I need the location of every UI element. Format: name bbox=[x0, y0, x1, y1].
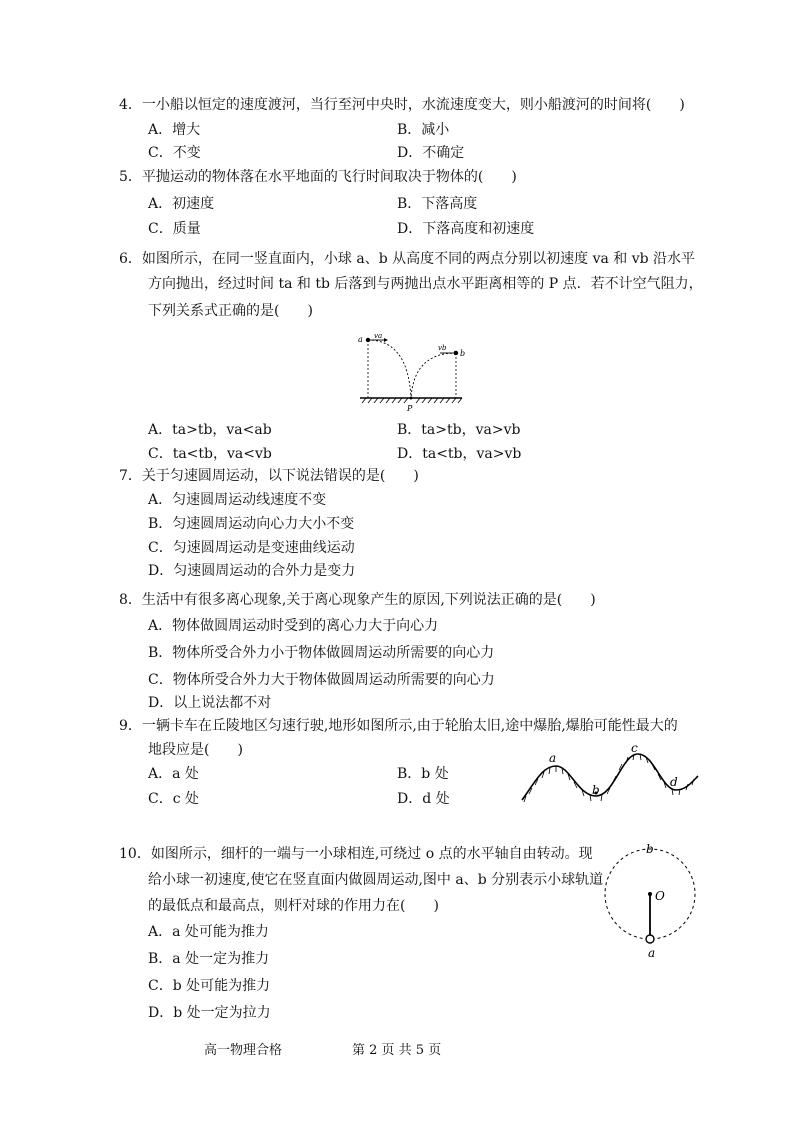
q9-option-d: D．d 处 bbox=[397, 791, 450, 807]
q10-circle-figure bbox=[602, 836, 702, 962]
va-arrowhead bbox=[384, 338, 388, 342]
q6-option-b: B．ta>tb，va>vb bbox=[397, 422, 521, 438]
q7-option-c: C．匀速圆周运动是变速曲线运动 bbox=[148, 540, 355, 556]
label-vb: vb bbox=[438, 344, 447, 352]
q4-option-d: D．不确定 bbox=[397, 145, 465, 161]
pivot-o bbox=[648, 892, 652, 896]
label-o: O bbox=[655, 889, 665, 903]
q6-stem-line-3: 下列关系式正确的是( ) bbox=[148, 303, 313, 319]
q8-option-d: D．以上说法都不对 bbox=[148, 695, 272, 711]
label-a: a bbox=[648, 946, 656, 960]
q10-option-d: D．b 处一定为拉力 bbox=[148, 1005, 271, 1021]
label-b: b bbox=[460, 349, 466, 358]
footer-page-number: 第 2 页 共 5 页 bbox=[352, 1043, 442, 1058]
q8-option-b: B．物体所受合外力小于物体做圆周运动所需要的向心力 bbox=[148, 645, 495, 661]
q4-option-a: A．增大 bbox=[148, 122, 201, 138]
q6-option-d: D．ta<tb，va>vb bbox=[397, 446, 522, 462]
q10-option-c: C．b 处可能为推力 bbox=[148, 978, 271, 994]
q10-stem-line-3: 的最低点和最高点，则杆对球的作用力在( ) bbox=[148, 898, 439, 914]
q10-stem-line-1: 10．如图所示，细杆的一端与一小球相连,可绕过 o 点的水平轴自由转动。现 bbox=[119, 846, 593, 862]
q6-stem-line-1: 6．如图所示，在同一竖直面内，小球 a、b 从高度不同的两点分别以初速度 va 和 vb 沿水平 bbox=[119, 251, 696, 267]
label-c: c bbox=[631, 744, 638, 755]
a-trajectory bbox=[368, 340, 411, 398]
label-va: va bbox=[374, 332, 383, 340]
q9-stem-line-1: 9．一辆卡车在丘陵地区匀速行驶,地形如图所示,由于轮胎太旧,途中爆胎,爆胎可能性最大的 bbox=[119, 718, 678, 734]
q6-option-a: A．ta>tb，va<ab bbox=[148, 422, 272, 438]
q9-stem-line-2: 地段应是( ) bbox=[148, 742, 243, 758]
label-d: d bbox=[670, 775, 678, 789]
q6-projectile-figure bbox=[350, 328, 470, 414]
footer-course: 高一物理合格 bbox=[204, 1043, 283, 1058]
q7-option-b: B．匀速圆周运动向心力大小不变 bbox=[148, 516, 355, 532]
q4-option-b: B．减小 bbox=[397, 122, 450, 138]
label-b: b bbox=[646, 842, 654, 856]
q9-option-b: B．b 处 bbox=[397, 766, 449, 782]
label-a: a bbox=[549, 751, 557, 765]
q7-option-a: A．匀速圆周运动线速度不变 bbox=[148, 492, 327, 508]
q8-stem: 8．生活中有很多离心现象,关于离心现象产生的原因,下列说法正确的是( ) bbox=[119, 592, 596, 608]
q10-option-a: A．a 处可能为推力 bbox=[148, 924, 269, 940]
ball-a bbox=[366, 338, 370, 342]
q5-option-c: C．质量 bbox=[148, 221, 201, 237]
q10-option-b: B．a 处一定为推力 bbox=[148, 951, 270, 967]
point-p bbox=[410, 397, 413, 400]
q5-stem: 5．平抛运动的物体落在水平地面的飞行时间取决于物体的( ) bbox=[119, 169, 517, 185]
q4-option-c: C．不变 bbox=[148, 145, 201, 161]
label-b: b bbox=[592, 783, 600, 797]
q6-option-c: C．ta<tb，va<vb bbox=[148, 446, 272, 462]
q6-stem-line-2: 方向抛出，经过时间 ta 和 tb 后落到与两抛出点水平距离相等的 P 点．若不计空气阻力， bbox=[148, 276, 703, 292]
q8-option-a: A．物体做圆周运动时受到的离心力大于向心力 bbox=[148, 618, 439, 634]
q5-option-d: D．下落高度和初速度 bbox=[397, 221, 535, 237]
q7-stem: 7．关于匀速圆周运动，以下说法错误的是( ) bbox=[119, 468, 419, 484]
q5-option-a: A．初速度 bbox=[148, 196, 215, 212]
q9-option-c: C．c 处 bbox=[148, 791, 200, 807]
b-trajectory bbox=[411, 353, 456, 398]
q7-option-d: D．匀速圆周运动的合外力是变力 bbox=[148, 563, 356, 579]
q4-stem: 4．一小船以恒定的速度渡河，当行至河中央时，水流速度变大，则小船渡河的时间将( ) bbox=[119, 97, 685, 113]
label-a: a bbox=[358, 335, 363, 344]
q5-option-b: B．下落高度 bbox=[397, 196, 478, 212]
q8-option-c: C．物体所受合外力大于物体做圆周运动所需要的向心力 bbox=[148, 672, 495, 688]
label-p: P bbox=[407, 404, 413, 413]
q10-stem-line-2: 给小球一初速度,使它在竖直面内做圆周运动,图中 a、b 分别表示小球轨道 bbox=[148, 872, 604, 888]
q9-option-a: A．a 处 bbox=[148, 766, 199, 782]
q9-terrain-figure bbox=[516, 744, 702, 806]
ball bbox=[646, 935, 654, 943]
